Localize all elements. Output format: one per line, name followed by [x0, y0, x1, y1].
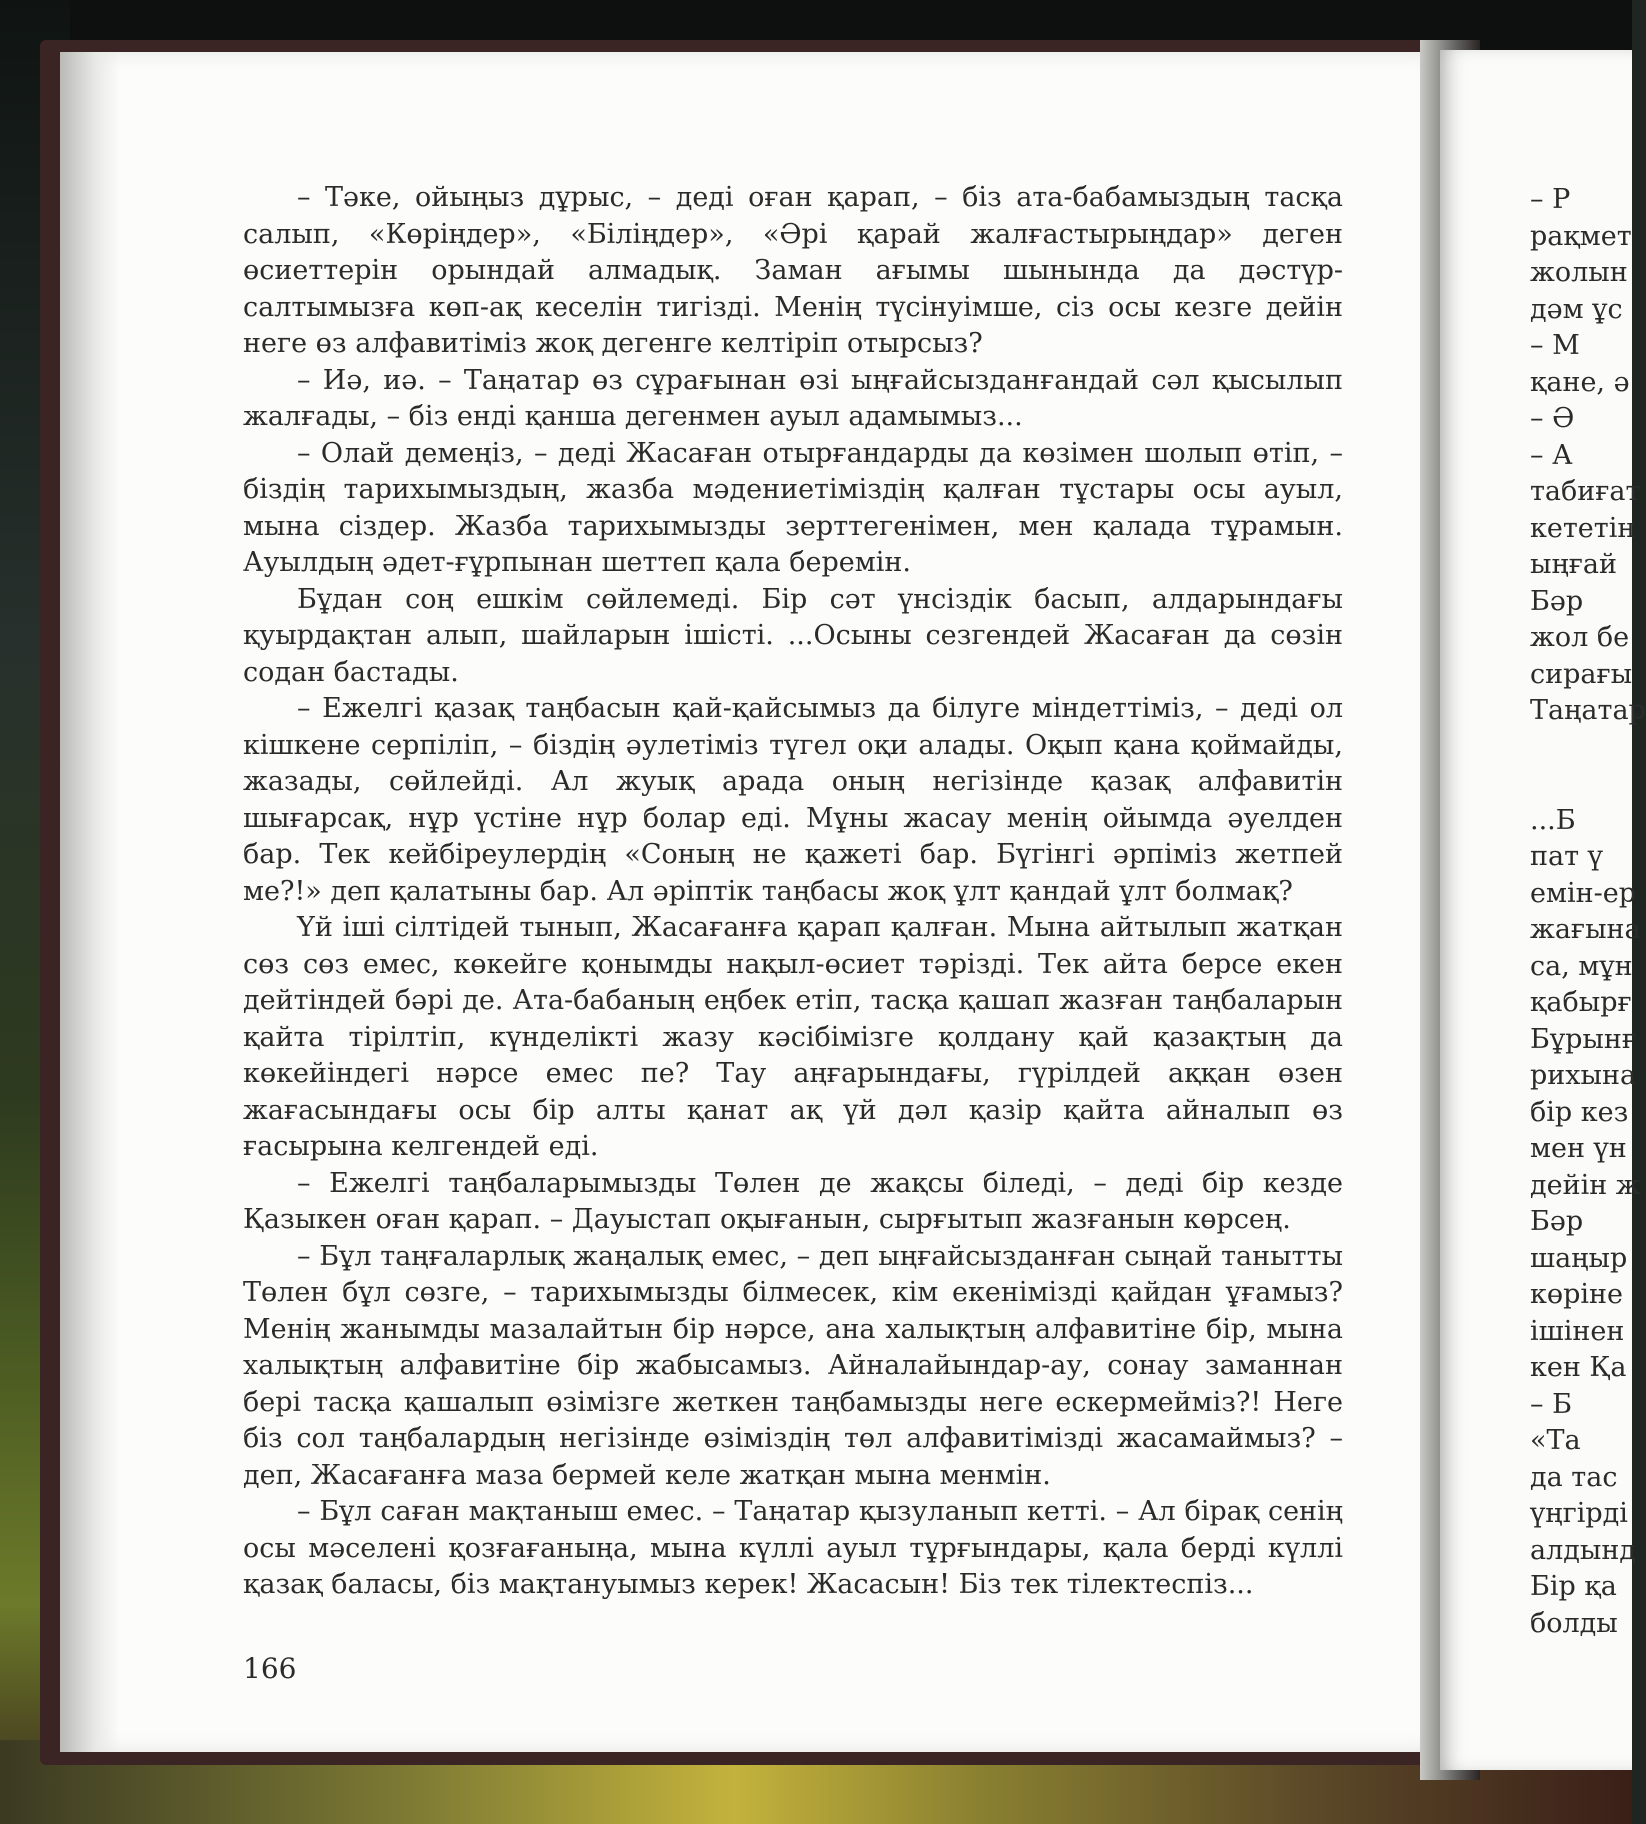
- facing-page-line: «Та: [1530, 1425, 1581, 1456]
- facing-page-line: кететін: [1530, 512, 1636, 544]
- facing-page-line: жағына: [1530, 914, 1641, 945]
- facing-page-line: ...Б: [1530, 804, 1576, 836]
- facing-page-line: қабырғ: [1530, 987, 1632, 1018]
- paragraph: – Иә, иә. – Таңатар өз сұрағынан өзі ыңғайсызданғандай сәл қысылып жалғады, – біз енді қанша дегенмен ауыл адамымыз...: [243, 364, 1343, 432]
- facing-page-line: са, мұн: [1530, 950, 1633, 982]
- facing-page-line: емін-ер: [1530, 877, 1636, 909]
- paragraph: – Ежелгі таңбаларымызды Төлен де жақсы біледі, – деді бір кезде Қазыкен оған қарап. – Дауыстап оқығанын, сырғытып жазғанын көрсең.: [243, 1167, 1343, 1235]
- facing-page-line: Бір қа: [1530, 1571, 1617, 1602]
- facing-page-line: Бәр: [1530, 585, 1584, 617]
- paragraph: – Олай демеңіз, – деді Жасаған отырғандарды да көзімен шолып өтіп, – біздің тарихымыздың, жазба мәдениетіміздің қалған тұстары осы ауыл, мына сіздер. Жазба тарихымызды зерттегенімен, мен қалада тұрамын. Ауылдың әдет-ғұрпынан шеттеп қала беремін.: [243, 437, 1343, 578]
- paragraph: Үй іші сілтідей тынып, Жасағанға қарап қалған. Мына айтылып жатқан сөз сөз емес, көкейге қонымды нақыл-өсиет тәрізді. Тек айта берсе екен дейтіндей бәрі де. Ата-бабаның еңбек етіп, тасқа қашап жазған таңбаларын қайта тірілтіп, күнделікті жазу кәсібімізге қолдану қай қазақтың да көкейіндегі нәрсе емес пе? Тау аңғарындағы, гүрілдей аққан өзен жағасындағы осы бір алты қанат ақ үй дәл қазір қайта айналып өз ғасырына келгендей еді.: [243, 912, 1343, 1162]
- facing-page-line: пат ү: [1530, 841, 1603, 872]
- facing-page-line: дейін ж: [1530, 1169, 1641, 1201]
- facing-page-line: алдынд: [1530, 1534, 1636, 1566]
- facing-page-line: Бұрынғ: [1530, 1023, 1636, 1055]
- facing-page-line: – Р: [1530, 184, 1571, 215]
- facing-page-line: кен Қа: [1530, 1352, 1627, 1383]
- paragraph: – Бұл таңғаларлық жаңалық емес, – деп ыңғайсызданған сыңай танытты Төлен бұл сөзге, – тарихымызды білмесек, кім екенімізді қайдан ұғамыз? Менің жанымды мазалайтын бір нәрсе, ана халықтың алфавитіне бір, мына халықтың алфавитіне бір жабысамыз. Айналайындар-ау, сонау заманнан бері тасқа қашалып өзімізге жеткен таңбамызды неге ескермейміз?! Неге біз сол таңбалардың негізінде өзіміздің төл алфавитімізді жасамаймыз? – деп, Жасағанға маза бермей келе жатқан мына менмін.: [243, 1240, 1343, 1491]
- facing-page-line: шаңыр: [1530, 1242, 1628, 1274]
- page-number: 166: [243, 1652, 297, 1685]
- facing-page-line: [1530, 766, 1632, 803]
- facing-page-text: [1530, 182, 1646, 1642]
- facing-page-line: Таңатар: [1530, 695, 1646, 726]
- facing-page-line: да тас: [1530, 1461, 1618, 1493]
- paragraph: – Ежелгі қазақ таңбасын қай-қайсымыз да білуге міндеттіміз, – деді ол кішкене серпіліп, – біздің әулетіміз түгел оқи алады. Оқып қана қоймайды, жазады, сөйлейді. Ал жуық арада оның негізінде қазақ алфавитін шығарсақ, нұр үстіне нұр болар еді. Мұны жасау менің ойымда әуелден бар. Тек кейбіреулердің «Соның не қажеті бар. Бүгінгі әрпіміз жетпей ме?!» деп қалатыны бар. Ал әріптік таңбасы жоқ ұлт қандай ұлт болмақ?: [243, 693, 1343, 907]
- facing-page-line: рихына: [1530, 1060, 1637, 1091]
- facing-page-line: үңгірді: [1530, 1498, 1628, 1529]
- facing-page-line: – А: [1530, 439, 1573, 471]
- facing-page-line: рақмет: [1530, 220, 1632, 252]
- facing-page-line: Бәр: [1530, 1206, 1584, 1237]
- facing-page-line: жол бе: [1530, 622, 1630, 653]
- facing-page-line: көріне: [1530, 1279, 1624, 1310]
- paragraph: – Тәке, ойыңыз дұрыс, – деді оған қарап, – біз ата-бабамыздың тасқа салып, «Көріңдер», «Біліңдер», «Әрі қарай жалғастырыңдар» деген өсиеттерін орындай алмадық. Заман ағымы шынында да дәстүр-салтымызға көп-ақ кеселін тигізді. Менің түсінуімше, сіз осы кезге дейін неге өз алфавитіміз жоқ дегенге келтіріп отырсыз?: [243, 182, 1343, 359]
- facing-page-line: ыңғай: [1530, 549, 1618, 580]
- paragraph: – Бұл саған мақтаныш емес. – Таңатар қызуланып кетті. – Ал бірақ сенің осы мәселені қозғағаныңа, мына күллі ауыл тұрғындары, қала берді күллі қазақ баласы, біз мақтануымыз керек! Жасасын! Біз тек тілектеспіз...: [243, 1496, 1343, 1600]
- facing-page-line: табиғат: [1530, 476, 1641, 507]
- left-page-edge-shadow: [60, 52, 120, 1752]
- facing-page-line: – М: [1530, 330, 1580, 361]
- facing-page-line: ішінен: [1530, 1315, 1625, 1347]
- facing-page-line: қане, ә: [1530, 366, 1630, 398]
- facing-page-line: бір кез: [1530, 1096, 1629, 1128]
- body-text: [243, 180, 1343, 1604]
- facing-page-line: – Ә: [1530, 403, 1575, 434]
- facing-page-line: жолын: [1530, 257, 1628, 288]
- facing-page-line: сирағы: [1530, 658, 1633, 690]
- facing-page-line: [1530, 730, 1632, 767]
- facing-page-line: дәм ұс: [1530, 293, 1623, 325]
- facing-page-line: – Б: [1530, 1388, 1572, 1420]
- facing-page-line: болды: [1530, 1607, 1618, 1639]
- paragraph: Бұдан соң ешкім сөйлемеді. Бір сәт үнсіздік басып, алдарындағы қуырдақтан алып, шайларын ішісті. ...Осыны сезгендей Жасаған да сөзін содан бастады.: [243, 583, 1343, 688]
- facing-page-line: мен үн: [1530, 1133, 1627, 1164]
